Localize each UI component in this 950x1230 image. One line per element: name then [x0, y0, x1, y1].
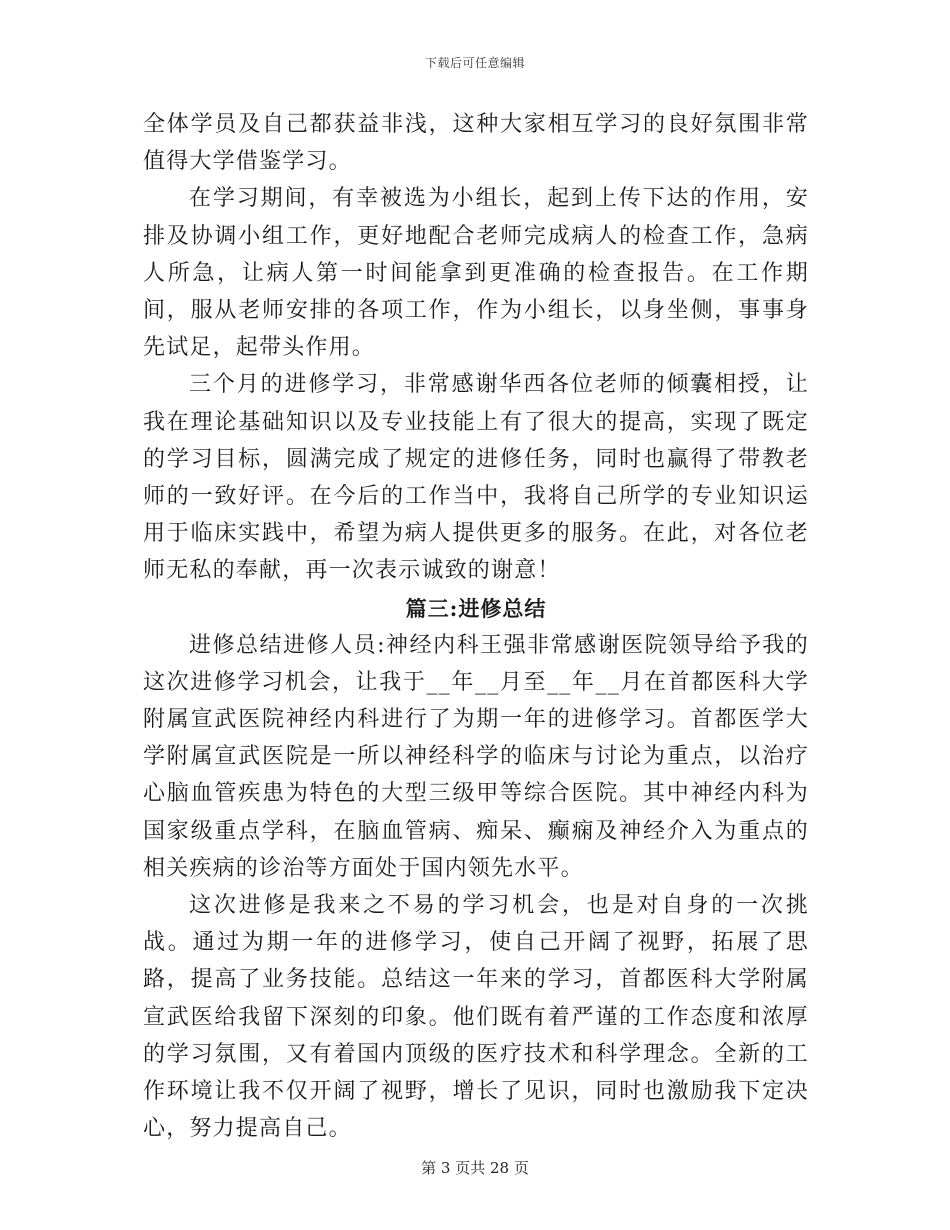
paragraph-challenge: 这次进修是我来之不易的学习机会，也是对自身的一次挑战。通过为期一年的进修学习，使自己开阔了视野，拓展了思路，提高了业务技能。总结这一年来的学习，首都医科大学附属宣武医给我留下深刻的印象。他们既有着严谨的工作态度和浓厚的学习氛围，又有着国内顶级的医疗技术和科学理念。全新的工作环境让我不仅开阔了视野，增长了见识，同时也激励我下定决心，努力提高自己。	[143, 893, 809, 1142]
paragraph-continuation: 全体学员及自己都获益非浅，这种大家相互学习的良好氛围非常值得大学借鉴学习。	[143, 112, 809, 175]
page-number: 第 3 页共 28 页	[421, 1159, 529, 1177]
paragraph-group-leader: 在学习期间，有幸被选为小组长，起到上传下达的作用，安排及协调小组工作，更好地配合老师完成病人的检查工作，急病人所急，让病人第一时间能拿到更准确的检查报告。在工作期间，服从老师安排的各项工作，作为小组长，以身坐侧，事事身先试足，起带头作用。	[143, 186, 809, 361]
section-title: 篇三:进修总结	[405, 595, 547, 621]
page-header: 下载后可任意编辑	[424, 56, 525, 70]
paragraph-thanks: 三个月的进修学习，非常感谢华西各位老师的倾囊相授，让我在理论基础知识以及专业技能上有了很大的提高，实现了既定的学习目标，圆满完成了规定的进修任务，同时也赢得了带教老师的一致好评。在今后的工作当中，我将自己所学的专业知识运用于临床实践中，希望为病人提供更多的服务。在此，对各位老师无私的奉献，再一次表示诚致的谢意！	[143, 372, 809, 584]
document-body	[143, 106, 809, 1147]
paragraph-intro: 进修总结进修人员:神经内科王强非常感谢医院领导给予我的这次进修学习机会，让我于__年__月至__年__月在首都医科大学附属宣武医院神经内科进行了为期一年的进修学习。首都医学大学附属宣武医院是一所以神经科学的临床与讨论为重点，以治疗心脑血管疾患为特色的大型三级甲等综合医院。其中神经内科为国家级重点学科，在脑血管病、痴呆、癫痫及神经介入为重点的相关疾病的诊治等方面处于国内领先水平。	[143, 632, 809, 881]
